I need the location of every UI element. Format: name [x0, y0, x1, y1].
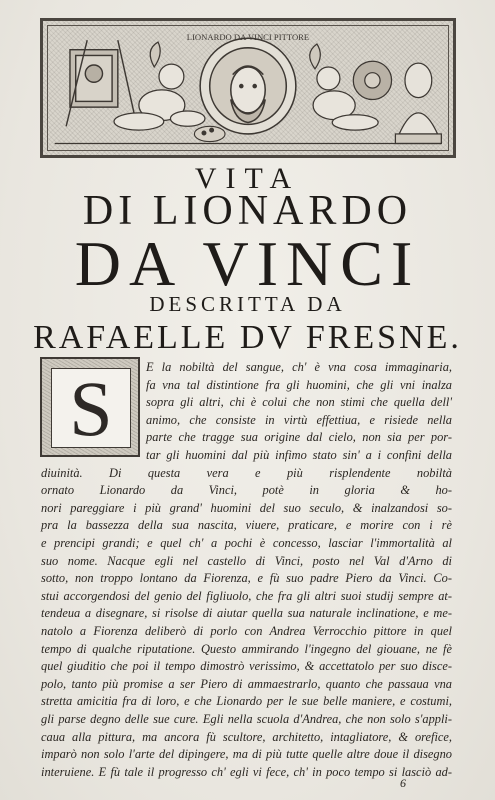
body-line: tendeua a disegnare, si risolse di aiutar quella sua naturale inclinatione, e me-	[41, 606, 452, 621]
title-line-vita: VITA	[194, 162, 301, 195]
body-line: sopra gli altri, chi è colui che non stimi che quella dell'	[146, 395, 452, 410]
body-line: E la nobiltà del sangue, ch' è vna cosa immaginaria,	[146, 360, 452, 374]
title-line-di-lionardo: DI LIONARDO	[82, 188, 413, 234]
medallion-inscription: LIONARDO DA VINCI PITTORE	[186, 32, 310, 43]
body-line: tar gli huomini dal più infimo stato sin' a i confini della	[146, 448, 452, 462]
body-line: interuiene. E fù tale il progresso ch' egli vi fece, ch' in poco tempo si lasciò ad-	[41, 764, 452, 779]
signature-mark: 6	[400, 776, 406, 790]
engraved-header-vignette	[40, 18, 456, 158]
easel-painting-icon	[66, 40, 137, 126]
body-line: stretta amicitia fra di loro, e che Lionardo per le sue belle maniere, e costumi,	[41, 694, 452, 709]
body-line: tempo di qualche riputatione. Questo ammirando l'ingegno del giouane, ne fè	[41, 641, 452, 656]
body-line: caua alla pittura, ma ancora fù scultore, architetto, intagliatore, & orefice,	[41, 729, 452, 744]
vignette-illustration	[43, 21, 453, 155]
title-line-author: RAFAELLE DV FRESNE.	[33, 319, 462, 356]
body-line: pra la bassezza della sua nascita, viuere, praticare, e morire con i rè	[41, 518, 452, 533]
round-shield-icon	[353, 61, 391, 99]
body-line: polo, tanto più promise a ser Piero di ammaestrarlo, quanto che passaua vna	[41, 676, 452, 691]
classical-bust-figure	[395, 63, 441, 143]
portrait-medallion	[200, 38, 296, 134]
body-line: imparò non solo l'arte del dipingere, ma di più tutte quelle altre doue il disegno	[41, 747, 452, 762]
body-line: stui accorgendosi del genio del figliuolo, che fra gli altri suoi studij sempre at-	[41, 588, 452, 603]
palette-icon	[194, 126, 225, 141]
body-line: e prencipi grandi; e quel ch' a pochi è concesso, lasciar l'immortalità al	[41, 536, 452, 550]
initial-letter: S	[69, 365, 113, 452]
body-line: quel giuditio che poi il tempo dimostrò verissimo, & accettatolo per suo disce-	[41, 659, 452, 674]
body-line: gli parse degno delle sue cure. Egli nella scuola d'Andrea, che non solo s'appli-	[41, 712, 452, 726]
initial-inner-panel	[51, 365, 131, 452]
body-line: nori pareggiare i più grand' huomini del suo seculo, & inalzandosi so-	[41, 500, 452, 515]
body-line: diuinità. Di questa vera e più risplendente nobiltà	[41, 465, 452, 480]
title-line-descritta-da: DESCRITTA DA	[149, 292, 346, 316]
body-line: sotto, non troppo lontano da Fiorenza, e fù suo padre Piero da Vinci. Co-	[41, 571, 452, 586]
title-line-da-vinci: DA VINCI	[74, 228, 421, 299]
body-line: fa vna tal distintione fra gli huomini, che gli vni inalza	[146, 377, 452, 392]
decorated-initial	[40, 357, 140, 457]
body-line: suo nome. Nacque egli nel castello di Vinci, posto nel Val d'Arno di	[41, 553, 452, 568]
body-line: natolo a Fiorenza deliberò di porlo con Andrea Verrocchio pittore in quel	[41, 624, 452, 638]
body-line: ornato Lionardo da Vinci, potè in gloria & ho-	[41, 483, 452, 498]
body-line: parte che tragge sua origine dal cielo, non sia per por-	[146, 430, 452, 445]
body-line: animo, che consiste in virtù effettiua, e risiede nella	[146, 412, 452, 427]
